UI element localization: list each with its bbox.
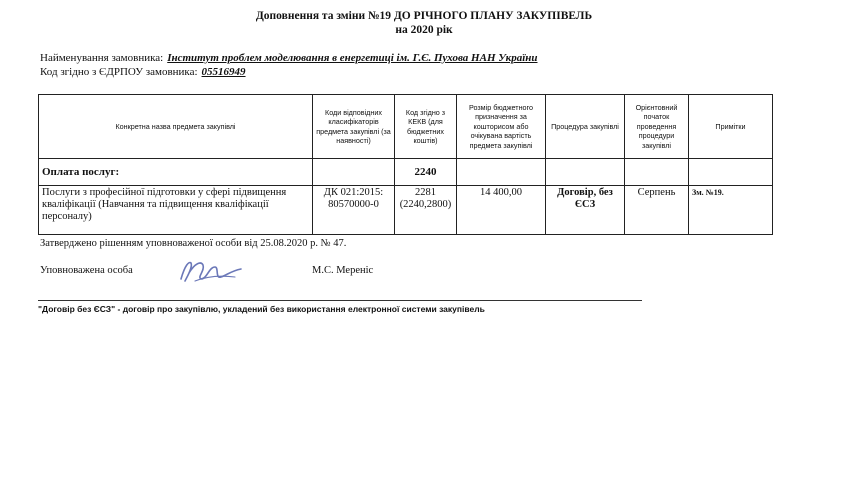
- row-kekv: [395, 186, 457, 235]
- title-line-2: на 2020 рік: [395, 24, 453, 36]
- footnote: "Договір без ЄСЗ" - договір про закупівлю, укладений без використання електронної системи закупівель: [38, 304, 485, 314]
- header-subject: Конкретна назва предмета закупівлі: [39, 95, 313, 159]
- row-amount: 14 400,00: [457, 186, 546, 235]
- row-procedure: Договір, без ЄСЗ: [546, 186, 625, 235]
- section-empty-cell: [457, 159, 546, 186]
- section-row: [39, 159, 773, 186]
- row-subject: Послуги з професійної підготовки у сфері підвищення кваліфікації (Навчання та підвищення кваліфікації персоналу): [39, 186, 313, 235]
- row-start: Серпень: [625, 186, 689, 235]
- row-kekv-line-2: (2240,2800): [399, 199, 452, 210]
- edrpou-line: [40, 66, 246, 78]
- section-empty-cell: [689, 159, 773, 186]
- header-start: Орієнтовний початок проведення процедури закупівлі: [625, 95, 689, 159]
- customer-label: Найменування замовника:: [40, 52, 164, 64]
- footnote-divider: [38, 300, 642, 301]
- header-classifier: Коди відповідних класифікаторів предмета закупівлі (за наявності): [313, 95, 395, 159]
- row-notes: Зм. №19.: [689, 186, 773, 235]
- customer-line: [40, 52, 538, 64]
- table-header-row: [39, 95, 773, 159]
- edrpou-value: 05516949: [201, 66, 246, 78]
- header-kekv: Код згідно з КЕКВ (для бюджетних коштів): [395, 95, 457, 159]
- section-empty-cell: [313, 159, 395, 186]
- table-row: [39, 186, 773, 235]
- title-line-1: Доповнення та зміни №19 ДО РІЧНОГО ПЛАНУ ЗАКУПІВЕЛЬ: [255, 10, 593, 22]
- procurement-table: [38, 94, 773, 235]
- document-title: [0, 9, 848, 37]
- authorized-person-name: М.С. Мереніс: [312, 265, 374, 276]
- section-empty-cell: [625, 159, 689, 186]
- row-kekv-line-1: 2281: [415, 187, 436, 198]
- section-label: Оплата послуг:: [39, 159, 313, 186]
- header-notes: Примітки: [689, 95, 773, 159]
- row-classifier-line-2: 80570000-0: [328, 199, 379, 210]
- approval-text: Затверджено рішенням уповноваженої особи від 25.08.2020 р. № 47.: [40, 238, 347, 249]
- edrpou-label: Код згідно з ЄДРПОУ замовника:: [40, 66, 198, 78]
- signature-icon: [175, 255, 247, 287]
- row-classifier-line-1: ДК 021:2015:: [323, 187, 384, 198]
- section-empty-cell: [546, 159, 625, 186]
- row-classifier: [313, 186, 395, 235]
- header-amount: Розмір бюджетного призначення за кошторисом або очікувана вартість предмета закупівлі: [457, 95, 546, 159]
- header-procedure: Процедура закупівлі: [546, 95, 625, 159]
- section-kekv: 2240: [395, 159, 457, 186]
- customer-value: Інститут проблем моделювання в енергетиці ім. Г.Є. Пухова НАН України: [167, 52, 538, 64]
- authorized-person-label: Уповноважена особа: [40, 265, 133, 276]
